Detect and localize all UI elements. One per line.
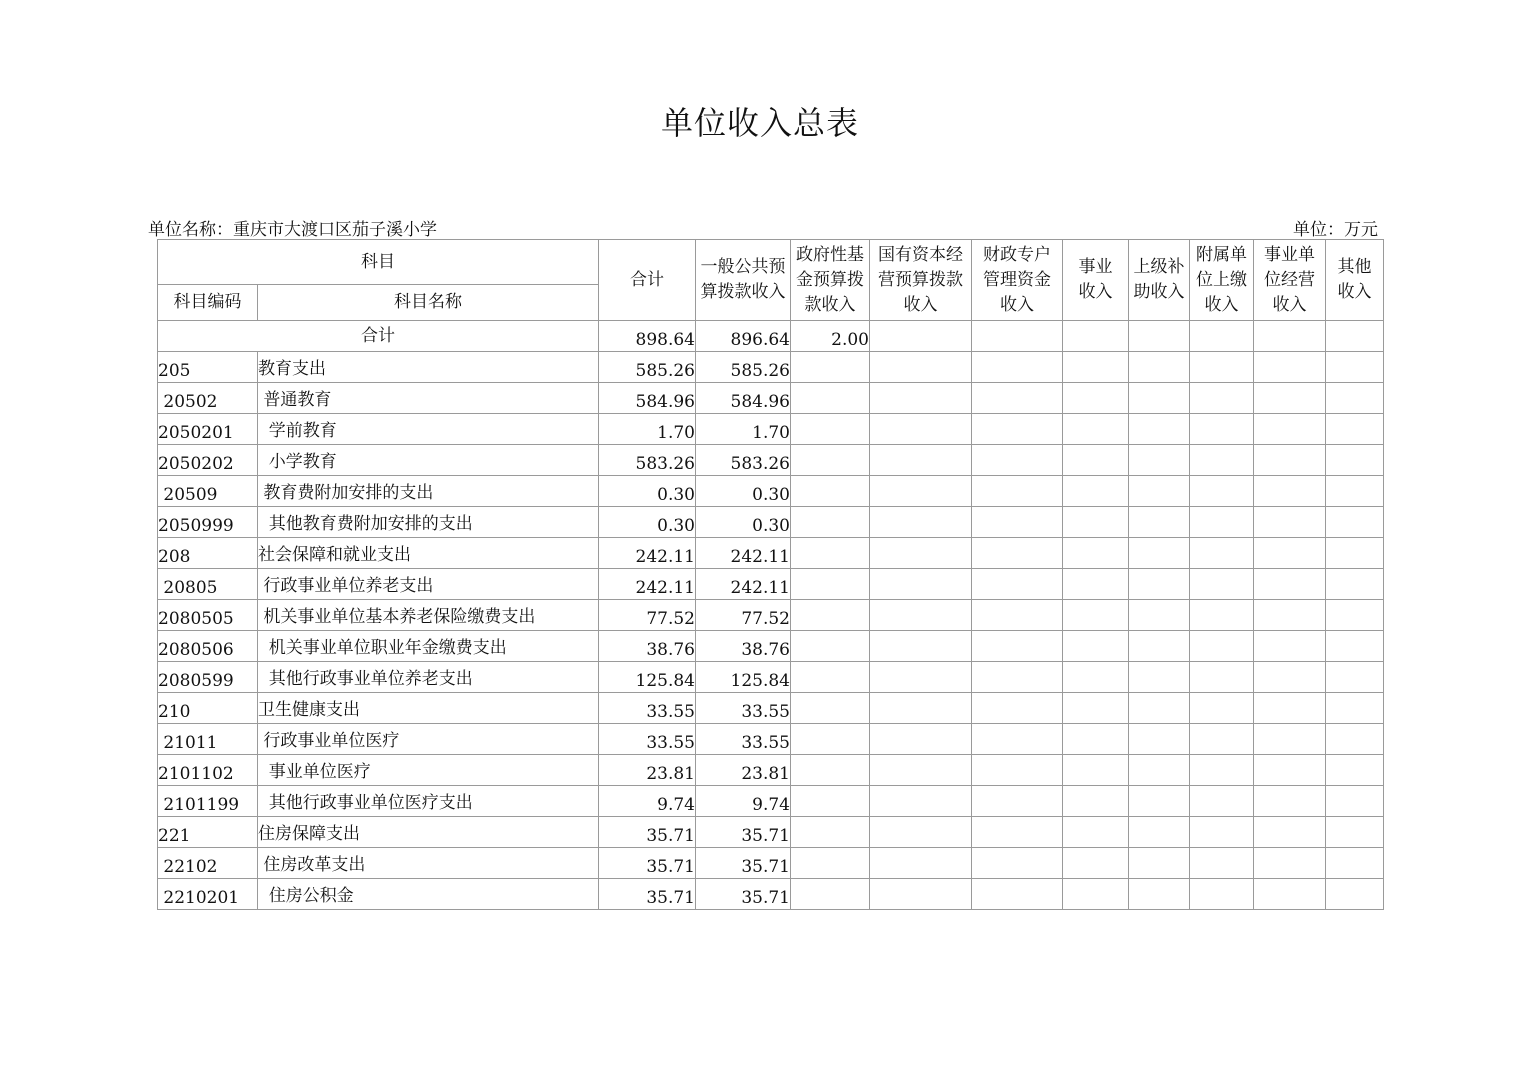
row-business xyxy=(1063,662,1129,693)
row-other xyxy=(1326,662,1384,693)
row-operating xyxy=(1254,445,1326,476)
header-operating: 事业单位经营收入 xyxy=(1254,240,1326,321)
row-total: 1.70 xyxy=(599,414,696,445)
row-superior-subsidy xyxy=(1129,693,1190,724)
row-gov-fund xyxy=(791,600,870,631)
row-business xyxy=(1063,724,1129,755)
table-row xyxy=(158,414,1384,445)
row-name: 教育费附加安排的支出 xyxy=(258,476,599,507)
table-row xyxy=(158,817,1384,848)
header-gov-fund: 政府性基金预算拨款收入 xyxy=(791,240,870,321)
row-total: 35.71 xyxy=(599,879,696,910)
row-name: 住房保障支出 xyxy=(258,817,599,848)
row-name: 事业单位医疗 xyxy=(258,755,599,786)
row-code: 20502 xyxy=(158,383,258,414)
row-total: 0.30 xyxy=(599,476,696,507)
row-operating xyxy=(1254,569,1326,600)
row-operating xyxy=(1254,631,1326,662)
row-state-capital xyxy=(870,414,972,445)
row-other xyxy=(1326,786,1384,817)
row-general-budget: 242.11 xyxy=(696,569,791,600)
row-total: 77.52 xyxy=(599,600,696,631)
row-superior-subsidy xyxy=(1129,662,1190,693)
row-state-capital xyxy=(870,445,972,476)
row-other xyxy=(1326,476,1384,507)
row-affiliated xyxy=(1190,879,1254,910)
row-other xyxy=(1326,352,1384,383)
row-operating xyxy=(1254,848,1326,879)
row-affiliated xyxy=(1190,631,1254,662)
row-superior-subsidy xyxy=(1129,569,1190,600)
row-total: 125.84 xyxy=(599,662,696,693)
table-row xyxy=(158,600,1384,631)
row-other xyxy=(1326,817,1384,848)
row-superior-subsidy xyxy=(1129,848,1190,879)
row-affiliated xyxy=(1190,538,1254,569)
row-state-capital xyxy=(870,879,972,910)
row-general-budget: 242.11 xyxy=(696,538,791,569)
row-business xyxy=(1063,507,1129,538)
row-total: 0.30 xyxy=(599,507,696,538)
row-gov-fund xyxy=(791,879,870,910)
row-operating xyxy=(1254,414,1326,445)
row-gov-fund xyxy=(791,352,870,383)
row-state-capital xyxy=(870,538,972,569)
row-business xyxy=(1063,786,1129,817)
row-affiliated xyxy=(1190,662,1254,693)
row-name: 教育支出 xyxy=(258,352,599,383)
row-affiliated xyxy=(1190,445,1254,476)
row-superior-subsidy xyxy=(1129,414,1190,445)
row-other xyxy=(1326,600,1384,631)
row-superior-subsidy xyxy=(1129,631,1190,662)
row-general-budget: 583.26 xyxy=(696,445,791,476)
row-affiliated xyxy=(1190,352,1254,383)
row-general-budget: 35.71 xyxy=(696,879,791,910)
row-operating xyxy=(1254,476,1326,507)
row-operating xyxy=(1254,724,1326,755)
row-business xyxy=(1063,414,1129,445)
row-business xyxy=(1063,569,1129,600)
row-general-budget: 35.71 xyxy=(696,817,791,848)
total-row-operating xyxy=(1254,321,1326,352)
row-special-fund xyxy=(972,538,1063,569)
table-row xyxy=(158,693,1384,724)
table-row xyxy=(158,662,1384,693)
table-row xyxy=(158,879,1384,910)
row-general-budget: 33.55 xyxy=(696,693,791,724)
row-other xyxy=(1326,755,1384,786)
row-total: 33.55 xyxy=(599,693,696,724)
row-name: 其他行政事业单位医疗支出 xyxy=(258,786,599,817)
row-special-fund xyxy=(972,724,1063,755)
row-code: 210 xyxy=(158,693,258,724)
row-total: 242.11 xyxy=(599,569,696,600)
row-business xyxy=(1063,631,1129,662)
row-other xyxy=(1326,445,1384,476)
row-special-fund xyxy=(972,879,1063,910)
row-name: 其他行政事业单位养老支出 xyxy=(258,662,599,693)
table-row xyxy=(158,383,1384,414)
row-code: 20509 xyxy=(158,476,258,507)
total-row-affiliated xyxy=(1190,321,1254,352)
row-code: 2080505 xyxy=(158,600,258,631)
row-gov-fund xyxy=(791,507,870,538)
currency-unit-label: 单位：万元 xyxy=(1293,220,1378,240)
row-name: 住房改革支出 xyxy=(258,848,599,879)
total-row-gov-fund: 2.00 xyxy=(791,321,870,352)
row-affiliated xyxy=(1190,600,1254,631)
row-code: 2080506 xyxy=(158,631,258,662)
row-special-fund xyxy=(972,414,1063,445)
row-other xyxy=(1326,848,1384,879)
row-state-capital xyxy=(870,569,972,600)
row-general-budget: 584.96 xyxy=(696,383,791,414)
row-gov-fund xyxy=(791,786,870,817)
row-other xyxy=(1326,414,1384,445)
row-general-budget: 0.30 xyxy=(696,507,791,538)
row-superior-subsidy xyxy=(1129,507,1190,538)
row-state-capital xyxy=(870,786,972,817)
row-superior-subsidy xyxy=(1129,786,1190,817)
row-code: 21011 xyxy=(158,724,258,755)
row-general-budget: 77.52 xyxy=(696,600,791,631)
report-title: 单位收入总表 xyxy=(660,104,859,142)
row-code: 221 xyxy=(158,817,258,848)
row-gov-fund xyxy=(791,817,870,848)
row-gov-fund xyxy=(791,414,870,445)
table-row xyxy=(158,755,1384,786)
row-total: 33.55 xyxy=(599,724,696,755)
row-general-budget: 1.70 xyxy=(696,414,791,445)
row-business xyxy=(1063,445,1129,476)
row-general-budget: 9.74 xyxy=(696,786,791,817)
row-name: 机关事业单位基本养老保险缴费支出 xyxy=(258,600,599,631)
row-other xyxy=(1326,693,1384,724)
row-gov-fund xyxy=(791,569,870,600)
row-special-fund xyxy=(972,817,1063,848)
row-special-fund xyxy=(972,631,1063,662)
row-other xyxy=(1326,538,1384,569)
row-state-capital xyxy=(870,507,972,538)
row-general-budget: 0.30 xyxy=(696,476,791,507)
table-row xyxy=(158,631,1384,662)
header-superior-subsidy: 上级补助收入 xyxy=(1129,240,1190,321)
row-special-fund xyxy=(972,445,1063,476)
row-operating xyxy=(1254,755,1326,786)
table-row xyxy=(158,352,1384,383)
row-state-capital xyxy=(870,352,972,383)
table-row xyxy=(158,569,1384,600)
row-superior-subsidy xyxy=(1129,445,1190,476)
row-superior-subsidy xyxy=(1129,600,1190,631)
row-code: 20805 xyxy=(158,569,258,600)
row-name: 学前教育 xyxy=(258,414,599,445)
row-special-fund xyxy=(972,476,1063,507)
total-row-total: 898.64 xyxy=(599,321,696,352)
row-total: 35.71 xyxy=(599,817,696,848)
row-general-budget: 33.55 xyxy=(696,724,791,755)
row-total: 584.96 xyxy=(599,383,696,414)
row-name: 其他教育费附加安排的支出 xyxy=(258,507,599,538)
row-gov-fund xyxy=(791,724,870,755)
row-special-fund xyxy=(972,600,1063,631)
row-code: 2210201 xyxy=(158,879,258,910)
row-special-fund xyxy=(972,755,1063,786)
row-affiliated xyxy=(1190,383,1254,414)
unit-name: 单位名称：重庆市大渡口区茄子溪小学 xyxy=(148,220,437,240)
row-superior-subsidy xyxy=(1129,724,1190,755)
row-code: 2080599 xyxy=(158,662,258,693)
row-business xyxy=(1063,538,1129,569)
header-business: 事业收入 xyxy=(1063,240,1129,321)
row-code: 208 xyxy=(158,538,258,569)
row-code: 2101199 xyxy=(158,786,258,817)
table-row xyxy=(158,786,1384,817)
header-total: 合计 xyxy=(599,240,696,321)
row-state-capital xyxy=(870,600,972,631)
row-special-fund xyxy=(972,848,1063,879)
row-gov-fund xyxy=(791,538,870,569)
row-operating xyxy=(1254,786,1326,817)
header-other: 其他收入 xyxy=(1326,240,1384,321)
total-row-other xyxy=(1326,321,1384,352)
row-special-fund xyxy=(972,352,1063,383)
table-row xyxy=(158,538,1384,569)
row-other xyxy=(1326,724,1384,755)
row-superior-subsidy xyxy=(1129,879,1190,910)
row-state-capital xyxy=(870,383,972,414)
row-total: 35.71 xyxy=(599,848,696,879)
row-operating xyxy=(1254,693,1326,724)
header-subject: 科目 xyxy=(158,240,599,285)
row-general-budget: 35.71 xyxy=(696,848,791,879)
row-operating xyxy=(1254,817,1326,848)
row-general-budget: 23.81 xyxy=(696,755,791,786)
table-row xyxy=(158,445,1384,476)
row-operating xyxy=(1254,507,1326,538)
row-code: 2050999 xyxy=(158,507,258,538)
row-superior-subsidy xyxy=(1129,755,1190,786)
row-special-fund xyxy=(972,662,1063,693)
row-code: 2050201 xyxy=(158,414,258,445)
row-operating xyxy=(1254,352,1326,383)
table-header xyxy=(158,240,1384,321)
row-state-capital xyxy=(870,817,972,848)
row-name: 社会保障和就业支出 xyxy=(258,538,599,569)
row-special-fund xyxy=(972,383,1063,414)
header-special-fund: 财政专户管理资金收入 xyxy=(972,240,1063,321)
row-general-budget: 38.76 xyxy=(696,631,791,662)
row-affiliated xyxy=(1190,786,1254,817)
row-operating xyxy=(1254,538,1326,569)
row-name: 普通教育 xyxy=(258,383,599,414)
row-gov-fund xyxy=(791,848,870,879)
row-total: 9.74 xyxy=(599,786,696,817)
row-special-fund xyxy=(972,569,1063,600)
total-row-state-capital xyxy=(870,321,972,352)
row-business xyxy=(1063,879,1129,910)
row-gov-fund xyxy=(791,383,870,414)
row-total: 23.81 xyxy=(599,755,696,786)
row-superior-subsidy xyxy=(1129,538,1190,569)
row-code: 2050202 xyxy=(158,445,258,476)
row-business xyxy=(1063,817,1129,848)
row-state-capital xyxy=(870,476,972,507)
row-code: 205 xyxy=(158,352,258,383)
row-business xyxy=(1063,693,1129,724)
row-code: 2101102 xyxy=(158,755,258,786)
row-name: 住房公积金 xyxy=(258,879,599,910)
header-state-capital: 国有资本经营预算拨款收入 xyxy=(870,240,972,321)
row-general-budget: 125.84 xyxy=(696,662,791,693)
row-business xyxy=(1063,600,1129,631)
row-other xyxy=(1326,507,1384,538)
row-affiliated xyxy=(1190,693,1254,724)
row-other xyxy=(1326,383,1384,414)
total-row xyxy=(158,321,1384,352)
row-state-capital xyxy=(870,724,972,755)
row-operating xyxy=(1254,879,1326,910)
row-superior-subsidy xyxy=(1129,352,1190,383)
row-special-fund xyxy=(972,693,1063,724)
row-state-capital xyxy=(870,693,972,724)
table-row xyxy=(158,848,1384,879)
row-superior-subsidy xyxy=(1129,383,1190,414)
row-gov-fund xyxy=(791,755,870,786)
row-affiliated xyxy=(1190,569,1254,600)
row-business xyxy=(1063,848,1129,879)
row-business xyxy=(1063,383,1129,414)
row-other xyxy=(1326,569,1384,600)
row-affiliated xyxy=(1190,414,1254,445)
total-row-label: 合计 xyxy=(158,321,599,352)
row-state-capital xyxy=(870,662,972,693)
row-gov-fund xyxy=(791,445,870,476)
row-affiliated xyxy=(1190,507,1254,538)
row-total: 242.11 xyxy=(599,538,696,569)
row-gov-fund xyxy=(791,693,870,724)
row-business xyxy=(1063,755,1129,786)
table-row xyxy=(158,507,1384,538)
row-code: 22102 xyxy=(158,848,258,879)
row-gov-fund xyxy=(791,662,870,693)
row-other xyxy=(1326,879,1384,910)
row-name: 卫生健康支出 xyxy=(258,693,599,724)
row-superior-subsidy xyxy=(1129,817,1190,848)
row-business xyxy=(1063,476,1129,507)
row-name: 机关事业单位职业年金缴费支出 xyxy=(258,631,599,662)
row-gov-fund xyxy=(791,631,870,662)
row-gov-fund xyxy=(791,476,870,507)
row-business xyxy=(1063,352,1129,383)
total-row-general-budget: 896.64 xyxy=(696,321,791,352)
row-affiliated xyxy=(1190,755,1254,786)
row-operating xyxy=(1254,662,1326,693)
header-general-budget: 一般公共预算拨款收入 xyxy=(696,240,791,321)
total-row-business xyxy=(1063,321,1129,352)
row-general-budget: 585.26 xyxy=(696,352,791,383)
row-total: 585.26 xyxy=(599,352,696,383)
total-row-special-fund xyxy=(972,321,1063,352)
row-affiliated xyxy=(1190,476,1254,507)
row-total: 583.26 xyxy=(599,445,696,476)
header-code: 科目编码 xyxy=(158,285,258,321)
header-affiliated: 附属单位上缴收入 xyxy=(1190,240,1254,321)
row-state-capital xyxy=(870,755,972,786)
row-operating xyxy=(1254,600,1326,631)
row-affiliated xyxy=(1190,817,1254,848)
header-name: 科目名称 xyxy=(258,285,599,321)
row-special-fund xyxy=(972,507,1063,538)
table-row xyxy=(158,476,1384,507)
row-state-capital xyxy=(870,848,972,879)
row-operating xyxy=(1254,383,1326,414)
row-total: 38.76 xyxy=(599,631,696,662)
row-name: 行政事业单位医疗 xyxy=(258,724,599,755)
row-state-capital xyxy=(870,631,972,662)
table-row xyxy=(158,724,1384,755)
row-affiliated xyxy=(1190,848,1254,879)
row-name: 小学教育 xyxy=(258,445,599,476)
row-name: 行政事业单位养老支出 xyxy=(258,569,599,600)
table-body xyxy=(158,321,1384,910)
row-affiliated xyxy=(1190,724,1254,755)
row-special-fund xyxy=(972,786,1063,817)
row-superior-subsidy xyxy=(1129,476,1190,507)
income-summary-table xyxy=(157,239,1384,910)
total-row-superior-subsidy xyxy=(1129,321,1190,352)
row-other xyxy=(1326,631,1384,662)
